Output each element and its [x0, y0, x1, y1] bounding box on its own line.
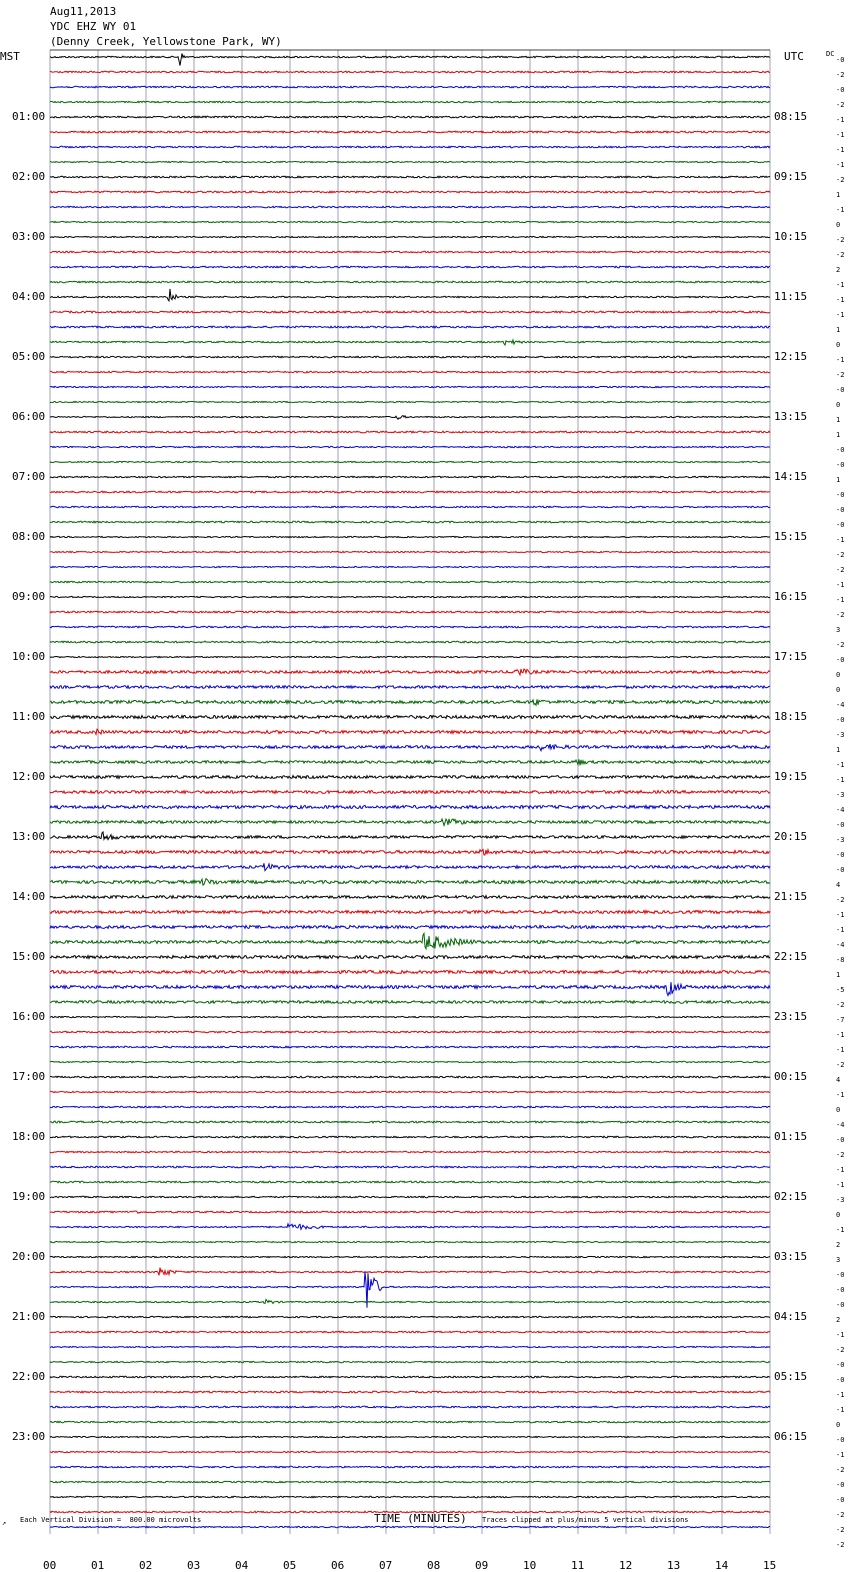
dc-offset-label: -1: [836, 911, 845, 919]
trace-line-black: [50, 1436, 770, 1437]
dc-offset-label: -2: [836, 1526, 845, 1534]
trace-line-blue: [50, 446, 770, 447]
x-tick-label: 12: [619, 1559, 633, 1572]
trace-line-black: [50, 1256, 770, 1257]
trace-line-black: [50, 416, 770, 420]
trace-line-black: [50, 715, 770, 718]
dc-offset-label: -1: [836, 116, 845, 124]
right-hour-label: 22:15: [774, 950, 808, 963]
x-tick-label: 02: [139, 1559, 153, 1572]
right-timezone-label: UTC: [784, 50, 804, 63]
trace-line-black: [50, 1196, 770, 1197]
dc-offset-label: -1: [836, 1331, 845, 1339]
trace-line-red: [50, 311, 770, 313]
trace-line-green: [50, 819, 770, 826]
trace-line-red: [50, 729, 770, 734]
trace-line-red: [50, 431, 770, 433]
dc-label: DC: [826, 50, 835, 58]
scale-icon: ↗: [2, 1519, 7, 1527]
trace-line-blue: [50, 386, 770, 387]
dc-offset-label: -2: [836, 641, 845, 649]
trace-line-blue: [50, 1406, 770, 1408]
dc-offset-label: -1: [836, 1046, 845, 1054]
trace-line-black: [50, 1016, 770, 1017]
trace-line-green: [50, 879, 770, 886]
dc-offset-label: -2: [836, 251, 845, 259]
dc-offset-label: 0: [836, 671, 841, 679]
trace-line-blue: [50, 1346, 770, 1347]
dc-offset-label: -2: [836, 551, 845, 559]
dc-offset-label: -4: [836, 701, 845, 709]
dc-offset-label: 0: [836, 686, 841, 694]
dc-offset-label: -0: [836, 56, 845, 64]
right-hour-label: 06:15: [774, 1430, 808, 1443]
dc-offset-label: -1: [836, 1391, 845, 1399]
left-hour-label: 12:00: [12, 770, 46, 783]
dc-offset-label: -0: [836, 656, 845, 664]
dc-offset-label: -1: [836, 1181, 845, 1189]
trace-line-blue: [50, 626, 770, 628]
trace-line-red: [50, 1031, 770, 1033]
x-tick-label: 13: [667, 1559, 681, 1572]
left-timezone-label: MST: [0, 50, 20, 63]
trace-line-black: [50, 896, 770, 899]
trace-line-green: [50, 641, 770, 643]
left-hour-label: 05:00: [12, 350, 46, 363]
left-hour-label: 10:00: [12, 650, 46, 663]
dc-offset-label: 1: [836, 326, 841, 334]
dc-offset-label: -7: [836, 1016, 845, 1024]
dc-offset-label: 3: [836, 1256, 841, 1264]
trace-line-blue: [50, 1046, 770, 1048]
dc-offset-label: -3: [836, 836, 845, 844]
dc-offset-label: 1: [836, 971, 841, 979]
x-tick-label: 03: [187, 1559, 201, 1572]
right-hour-label: 00:15: [774, 1070, 808, 1083]
dc-offset-label: -0: [836, 1286, 845, 1294]
trace-line-blue: [50, 863, 770, 870]
x-tick-label: 05: [283, 1559, 297, 1572]
dc-offset-label: -0: [836, 461, 845, 469]
trace-line-blue: [50, 1224, 770, 1229]
right-hour-label: 17:15: [774, 650, 808, 663]
right-hour-label: 13:15: [774, 410, 808, 423]
right-hour-label: 05:15: [774, 1370, 808, 1383]
dc-offset-label: -0: [836, 716, 845, 724]
dc-offset-label: -2: [836, 1466, 845, 1474]
dc-offset-label: -1: [836, 356, 845, 364]
dc-offset-label: -1: [836, 1166, 845, 1174]
trace-line-blue: [50, 86, 770, 88]
dc-offset-label: -0: [836, 1496, 845, 1504]
trace-line-green: [50, 401, 770, 402]
left-hour-label: 01:00: [12, 110, 46, 123]
trace-line-red: [50, 1211, 770, 1213]
trace-line-red: [50, 251, 770, 253]
date-label: Aug11,2013: [50, 5, 117, 18]
trace-line-green: [50, 699, 770, 705]
dc-offset-label: 1: [836, 476, 841, 484]
right-hour-label: 08:15: [774, 110, 808, 123]
dc-offset-label: -3: [836, 731, 845, 739]
trace-line-black: [50, 54, 770, 66]
left-hour-label: 22:00: [12, 1370, 46, 1383]
trace-line-green: [50, 1001, 770, 1004]
trace-line-red: [50, 191, 770, 193]
trace-line-red: [50, 791, 770, 794]
left-hour-label: 02:00: [12, 170, 46, 183]
trace-line-black: [50, 596, 770, 597]
dc-offset-label: 1: [836, 431, 841, 439]
dc-offset-label: -2: [836, 176, 845, 184]
trace-line-black: [50, 832, 770, 840]
trace-line-black: [50, 1496, 770, 1497]
trace-line-black: [50, 356, 770, 358]
dc-offset-label: -2: [836, 101, 845, 109]
right-hour-label: 21:15: [774, 890, 808, 903]
trace-line-red: [50, 1091, 770, 1092]
dc-offset-label: -1: [836, 206, 845, 214]
right-hour-label: 10:15: [774, 230, 808, 243]
dc-offset-label: -1: [836, 296, 845, 304]
dc-offset-label: -0: [836, 86, 845, 94]
trace-line-black: [50, 956, 770, 959]
dc-offset-label: -1: [836, 536, 845, 544]
x-tick-label: 08: [427, 1559, 441, 1572]
left-hour-label: 13:00: [12, 830, 46, 843]
trace-line-green: [50, 581, 770, 583]
trace-line-green: [50, 101, 770, 102]
trace-line-black: [50, 656, 770, 657]
dc-offset-label: -2: [836, 1061, 845, 1069]
left-hour-label: 07:00: [12, 470, 46, 483]
dc-offset-label: -1: [836, 311, 845, 319]
dc-offset-label: -2: [836, 1541, 845, 1549]
dc-offset-label: -0: [836, 491, 845, 499]
left-hour-label: 20:00: [12, 1250, 46, 1263]
x-tick-label: 14: [715, 1559, 729, 1572]
right-hour-label: 23:15: [774, 1010, 808, 1023]
dc-offset-label: -2: [836, 896, 845, 904]
trace-line-black: [50, 1376, 770, 1378]
trace-line-green: [50, 1121, 770, 1123]
dc-offset-label: -0: [836, 821, 845, 829]
dc-offset-label: -0: [836, 851, 845, 859]
trace-line-red: [50, 71, 770, 73]
right-hour-label: 03:15: [774, 1250, 808, 1263]
left-hour-label: 23:00: [12, 1430, 46, 1443]
trace-line-black: [50, 776, 770, 779]
trace-line-green: [50, 461, 770, 462]
dc-offset-label: -1: [836, 926, 845, 934]
trace-line-blue: [50, 982, 770, 995]
dc-offset-label: 1: [836, 416, 841, 424]
trace-line-red: [50, 1451, 770, 1452]
dc-offset-label: -1: [836, 131, 845, 139]
dc-offset-label: -4: [836, 941, 845, 949]
dc-offset-label: -0: [836, 1301, 845, 1309]
dc-offset-label: -2: [836, 1346, 845, 1354]
dc-offset-label: -0: [836, 1271, 845, 1279]
dc-offset-label: 3: [836, 626, 841, 634]
trace-line-red: [50, 850, 770, 856]
clip-note: Traces clipped at plus/minus 5 vertical divisions: [482, 1516, 689, 1524]
trace-line-red: [50, 551, 770, 552]
dc-offset-label: -8: [836, 956, 845, 964]
dc-offset-label: -1: [836, 1226, 845, 1234]
trace-line-black: [50, 1316, 770, 1317]
dc-offset-label: -3: [836, 791, 845, 799]
trace-line-red: [50, 611, 770, 613]
trace-line-blue: [50, 805, 770, 808]
left-hour-label: 19:00: [12, 1190, 46, 1203]
dc-offset-label: 2: [836, 266, 841, 274]
dc-offset-label: 0: [836, 1421, 841, 1429]
left-hour-label: 04:00: [12, 290, 46, 303]
trace-line-red: [50, 371, 770, 372]
dc-offset-label: -2: [836, 1151, 845, 1159]
dc-offset-label: 1: [836, 746, 841, 754]
dc-offset-label: -4: [836, 806, 845, 814]
trace-line-black: [50, 116, 770, 118]
trace-line-blue: [50, 744, 770, 751]
dc-offset-label: -1: [836, 1031, 845, 1039]
x-tick-label: 07: [379, 1559, 393, 1572]
trace-line-green: [50, 1241, 770, 1242]
trace-line-green: [50, 759, 770, 765]
dc-offset-label: -2: [836, 71, 845, 79]
dc-offset-label: -0: [836, 506, 845, 514]
trace-line-green: [50, 1421, 770, 1422]
right-hour-label: 04:15: [774, 1310, 808, 1323]
dc-offset-label: -0: [836, 1481, 845, 1489]
trace-line-blue: [50, 1166, 770, 1168]
right-hour-label: 01:15: [774, 1130, 808, 1143]
trace-line-red: [50, 1151, 770, 1152]
right-hour-label: 11:15: [774, 290, 808, 303]
left-hour-label: 09:00: [12, 590, 46, 603]
right-hour-label: 18:15: [774, 710, 808, 723]
trace-line-red: [50, 971, 770, 974]
left-hour-label: 08:00: [12, 530, 46, 543]
x-tick-label: 15: [763, 1559, 777, 1572]
left-hour-label: 06:00: [12, 410, 46, 423]
trace-line-green: [50, 1481, 770, 1482]
right-hour-label: 15:15: [774, 530, 808, 543]
trace-line-green: [50, 1361, 770, 1362]
right-hour-label: 02:15: [774, 1190, 808, 1203]
trace-line-red: [50, 669, 770, 675]
trace-line-red: [50, 1391, 770, 1393]
dc-offset-label: -1: [836, 581, 845, 589]
dc-offset-label: 0: [836, 1106, 841, 1114]
station-label: YDC EHZ WY 01: [50, 20, 137, 33]
trace-line-blue: [50, 1466, 770, 1468]
trace-line-red: [50, 1268, 770, 1276]
dc-offset-label: -5: [836, 986, 845, 994]
trace-line-black: [50, 236, 770, 237]
trace-line-green: [50, 221, 770, 222]
trace-line-blue: [50, 506, 770, 507]
dc-offset-label: -4: [836, 1121, 845, 1129]
dc-offset-label: -0: [836, 386, 845, 394]
trace-line-black: [50, 1076, 770, 1078]
trace-line-blue: [50, 206, 770, 208]
dc-offset-label: -1: [836, 776, 845, 784]
trace-line-green: [50, 933, 770, 948]
left-hour-label: 11:00: [12, 710, 46, 723]
trace-line-red: [50, 911, 770, 914]
left-hour-label: 21:00: [12, 1310, 46, 1323]
x-tick-label: 00: [43, 1559, 57, 1572]
dc-offset-label: -0: [836, 866, 845, 874]
dc-offset-label: 0: [836, 401, 841, 409]
dc-offset-label: -2: [836, 371, 845, 379]
dc-offset-label: 2: [836, 1316, 841, 1324]
left-hour-label: 16:00: [12, 1010, 46, 1023]
dc-offset-label: -3: [836, 1196, 845, 1204]
dc-offset-label: -2: [836, 1001, 845, 1009]
dc-offset-label: -0: [836, 1361, 845, 1369]
x-tick-label: 04: [235, 1559, 249, 1572]
dc-offset-label: -1: [836, 1406, 845, 1414]
trace-line-blue: [50, 926, 770, 929]
dc-offset-label: 0: [836, 221, 841, 229]
x-tick-label: 10: [523, 1559, 537, 1572]
trace-line-black: [50, 289, 770, 301]
dc-offset-label: -2: [836, 236, 845, 244]
dc-offset-label: -1: [836, 1091, 845, 1099]
trace-line-blue: [50, 1526, 770, 1527]
trace-line-black: [50, 536, 770, 537]
trace-line-black: [50, 476, 770, 477]
left-hour-label: 14:00: [12, 890, 46, 903]
trace-line-blue: [50, 686, 770, 689]
dc-offset-label: -2: [836, 611, 845, 619]
dc-offset-label: -2: [836, 566, 845, 574]
trace-line-green: [50, 281, 770, 283]
right-hour-label: 20:15: [774, 830, 808, 843]
right-hour-label: 16:15: [774, 590, 808, 603]
dc-offset-label: -0: [836, 1136, 845, 1144]
dc-offset-label: 0: [836, 341, 841, 349]
location-label: (Denny Creek, Yellowstone Park, WY): [50, 35, 282, 48]
trace-line-green: [50, 161, 770, 162]
trace-line-green: [50, 1181, 770, 1183]
dc-offset-label: -1: [836, 761, 845, 769]
trace-line-green: [50, 1300, 770, 1304]
dc-offset-label: 4: [836, 881, 841, 889]
trace-line-green: [50, 521, 770, 523]
trace-line-blue: [50, 566, 770, 567]
trace-line-green: [50, 1061, 770, 1062]
dc-offset-label: 4: [836, 1076, 841, 1084]
trace-line-red: [50, 491, 770, 493]
dc-offset-label: -1: [836, 146, 845, 154]
dc-offset-label: -1: [836, 161, 845, 169]
dc-offset-label: -0: [836, 1376, 845, 1384]
left-hour-label: 18:00: [12, 1130, 46, 1143]
right-hour-label: 12:15: [774, 350, 808, 363]
trace-line-red: [50, 1331, 770, 1332]
dc-offset-label: -0: [836, 446, 845, 454]
dc-offset-label: 2: [836, 1241, 841, 1249]
trace-line-black: [50, 1136, 770, 1138]
dc-offset-label: -0: [836, 521, 845, 529]
left-hour-label: 03:00: [12, 230, 46, 243]
dc-offset-label: -1: [836, 596, 845, 604]
trace-line-black: [50, 176, 770, 178]
trace-line-blue: [50, 146, 770, 148]
x-tick-label: 01: [91, 1559, 105, 1572]
dc-offset-label: -1: [836, 1451, 845, 1459]
dc-offset-label: 1: [836, 191, 841, 199]
trace-line-green: [50, 340, 770, 345]
x-tick-label: 09: [475, 1559, 489, 1572]
dc-offset-label: -1: [836, 281, 845, 289]
dc-offset-label: -2: [836, 1511, 845, 1519]
right-hour-label: 14:15: [774, 470, 808, 483]
right-hour-label: 09:15: [774, 170, 808, 183]
scale-note: Each Vertical Division = 800.00 microvolts: [20, 1516, 202, 1524]
x-tick-label: 06: [331, 1559, 345, 1572]
x-tick-label: 11: [571, 1559, 585, 1572]
trace-line-blue: [50, 326, 770, 328]
left-hour-label: 15:00: [12, 950, 46, 963]
left-hour-label: 17:00: [12, 1070, 46, 1083]
trace-line-red: [50, 131, 770, 133]
dc-offset-label: 0: [836, 1211, 841, 1219]
x-axis-title: TIME (MINUTES): [374, 1512, 467, 1525]
trace-line-blue: [50, 1106, 770, 1108]
trace-line-blue: [50, 266, 770, 268]
dc-offset-label: -0: [836, 1436, 845, 1444]
right-hour-label: 19:15: [774, 770, 808, 783]
